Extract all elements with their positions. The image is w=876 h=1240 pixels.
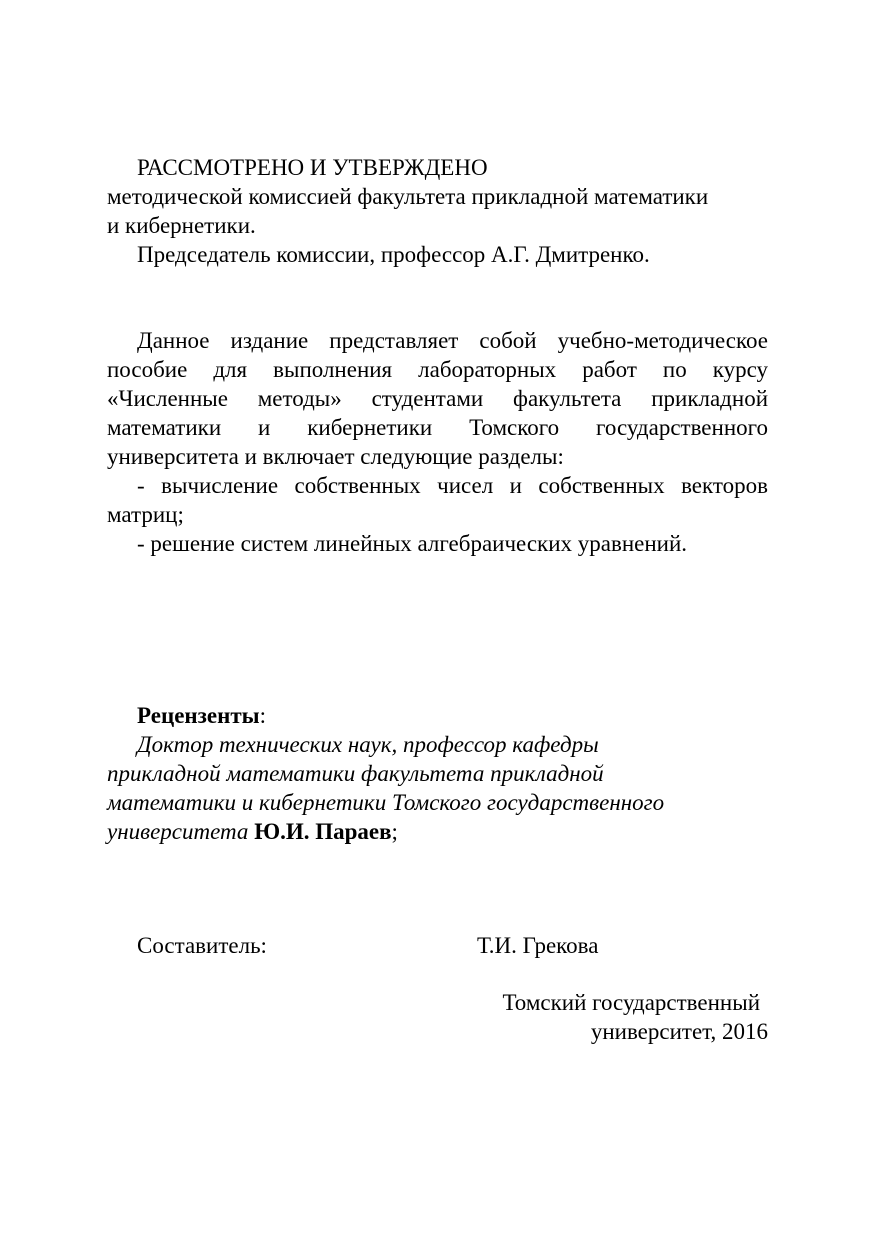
description-item-1: - вычисление собственных чисел и собственных векторов	[137, 473, 768, 498]
reviewer-line-2: прикладной математики факультета прикладной	[107, 761, 604, 786]
description-block	[107, 326, 768, 558]
description-line-2: пособие для выполнения лабораторных работ по курсу	[107, 357, 768, 382]
reviewers-label-suffix: :	[259, 703, 267, 728]
compiler-name: Т.И. Грекова	[477, 933, 599, 958]
description-line-5: университета и включает следующие разделы:	[107, 444, 564, 469]
description-line-3: «Численные методы» студентами факультета прикладной	[107, 386, 768, 411]
description-item-2: - решение систем линейных алгебраических уравнений.	[137, 531, 688, 556]
approval-chair: Председатель комиссии, профессор А.Г. Дмитренко.	[137, 242, 650, 267]
reviewers-block	[107, 701, 768, 846]
reviewer-line-3: математики и кибернетики Томского государственного	[107, 790, 665, 815]
reviewer-line-4	[107, 817, 768, 846]
publisher-line-1: Томский государственный	[502, 990, 760, 1015]
approval-line-2: и кибернетики.	[107, 213, 256, 238]
reviewers-label: Рецензенты	[137, 703, 260, 728]
approval-line-1: методической комиссией факультета прикладной математики	[107, 184, 709, 209]
description-line-4: математики и кибернетики Томского государственного	[107, 415, 768, 440]
publisher-block	[502, 988, 768, 1046]
reviewers-heading	[107, 701, 768, 730]
description-line-1: Данное издание представляет собой учебно-методическое	[137, 328, 768, 353]
reviewer-name-suffix: ;	[391, 819, 398, 844]
approval-block	[107, 153, 768, 269]
publisher-line-2: университет, 2016	[590, 1019, 768, 1044]
approval-heading: РАССМОТРЕНО И УТВЕРЖДЕНО	[137, 155, 488, 180]
reviewer-affiliation-end: университета	[107, 819, 249, 844]
reviewer-name: Ю.И. Параев	[254, 819, 392, 844]
compiler-label: Составитель:	[137, 933, 267, 958]
reviewer-line-1: Доктор технических наук, профессор кафедры	[137, 732, 599, 757]
description-item-1-cont: матриц;	[107, 502, 184, 527]
